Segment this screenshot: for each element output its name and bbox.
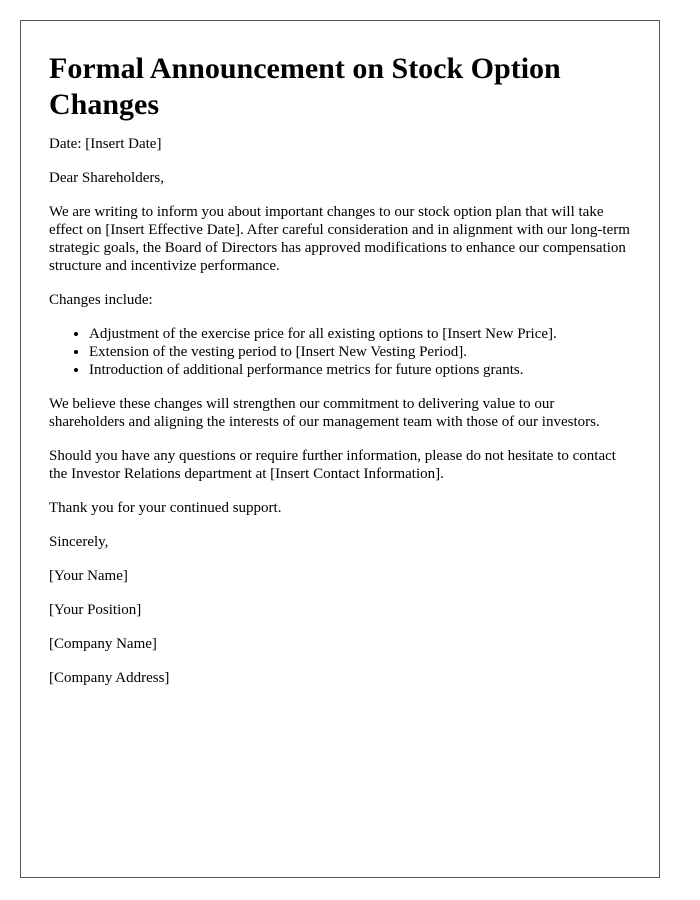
- closing-line: Sincerely,: [49, 534, 109, 550]
- change-item: • Introduction of additional performance metrics for future options grants.: [89, 361, 631, 379]
- signature-name: [Your Name]: [49, 568, 128, 584]
- intro-paragraph: We are writing to inform you about important changes to our stock option plan that will take effect on [Insert Effective Date]. After careful consideration and in alignment with our long-term strategic goals, the Board of Directors has approved modifications to enhance our compensation structure and incentivize performance.: [49, 204, 630, 274]
- signature-address: [Company Address]: [49, 670, 170, 686]
- letter-date: Date: [Insert Date]: [49, 136, 162, 152]
- changes-list: [49, 325, 631, 379]
- changes-heading: Changes include:: [49, 292, 153, 308]
- change-item: • Adjustment of the exercise price for all existing options to [Insert New Price].: [89, 325, 631, 343]
- letter-page: [20, 20, 660, 878]
- signature-position: [Your Position]: [49, 602, 142, 618]
- contact-paragraph: Should you have any questions or require further information, please do not hesitate to contact the Investor Relations department at [Insert Contact Information].: [49, 448, 616, 482]
- signature-company: [Company Name]: [49, 636, 157, 652]
- letter-title: Formal Announcement on Stock Option Changes: [49, 52, 561, 121]
- salutation: Dear Shareholders,: [49, 170, 164, 186]
- belief-paragraph: We believe these changes will strengthen our commitment to delivering value to our shareholders and aligning the interests of our management team with those of our investors.: [49, 396, 600, 430]
- thanks-line: Thank you for your continued support.: [49, 500, 282, 516]
- change-item: • Extension of the vesting period to [Insert New Vesting Period].: [89, 343, 631, 361]
